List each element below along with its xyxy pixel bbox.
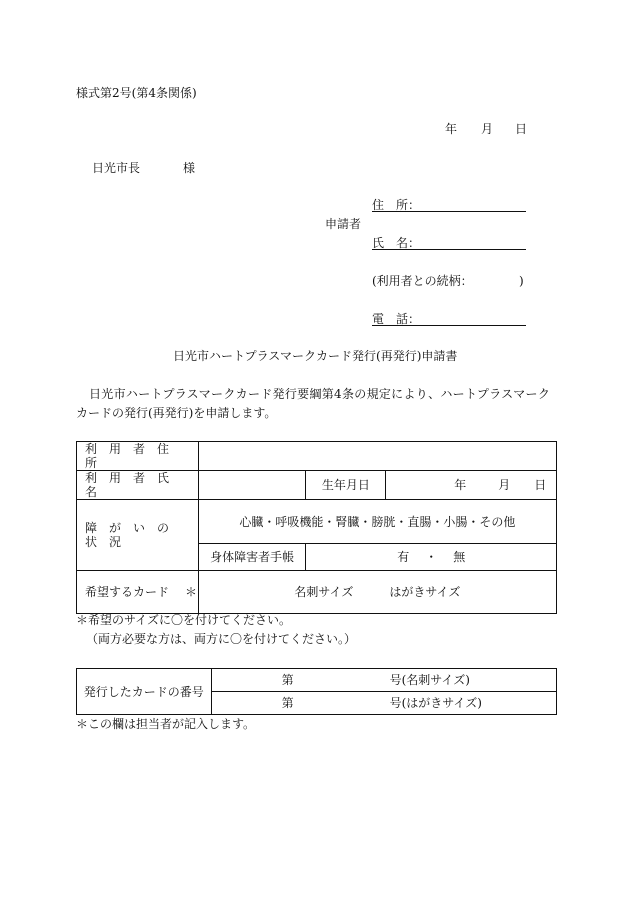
note-size-mark: ＊希望のサイズに〇を付けてください。 xyxy=(76,613,292,627)
birth-year-label: 年 xyxy=(454,478,467,492)
intro-line-2: カードの発行(再発行)を申請します。 xyxy=(76,406,277,420)
issued-row1-prefix: 第 xyxy=(281,673,294,687)
card-size-postcard[interactable]: はがきサイズ xyxy=(389,585,461,599)
handbook-yes[interactable]: 有 xyxy=(397,550,410,564)
issued-number-business[interactable] xyxy=(211,669,556,692)
handbook-label: 身体障害者手帳 xyxy=(198,544,306,571)
note-both-sizes: （両方必要な方は、両方に〇を付けてください。） xyxy=(86,632,357,646)
birth-day-label: 日 xyxy=(534,478,547,492)
card-wish-label: 希望するカード ＊ xyxy=(77,571,199,614)
phone-label: 電 話： xyxy=(372,312,421,326)
issued-number-postcard[interactable] xyxy=(211,692,556,715)
handbook-separator: ・ xyxy=(425,550,438,564)
birth-date-label: 生年月日 xyxy=(306,471,386,500)
application-table xyxy=(76,441,557,614)
card-size-business[interactable]: 名刺サイズ xyxy=(294,585,354,599)
form-number: 様式第2号(第4条関係) xyxy=(76,86,197,100)
disability-status-label: 障がいの状況 xyxy=(77,500,199,571)
issued-card-label: 発行したカードの番号 xyxy=(77,669,212,715)
issued-row1-suffix: 号(名刺サイズ) xyxy=(389,673,470,687)
applicant-label: 申請者 xyxy=(325,217,362,231)
issued-row2-suffix: 号(はがきサイズ) xyxy=(389,696,482,710)
date-year-label: 年 xyxy=(445,122,458,136)
user-name-label: 利用者氏名 xyxy=(77,471,199,500)
user-address-label: 利用者住所 xyxy=(77,442,199,471)
user-name-input[interactable] xyxy=(198,471,306,500)
date-month-label: 月 xyxy=(481,122,494,136)
card-wish-mark: ＊ xyxy=(185,585,198,599)
intro-line-1: 日光市ハートプラスマークカード発行要綱第4条の規定により、ハートプラスマーク xyxy=(89,387,551,401)
address-field-line[interactable] xyxy=(372,211,526,212)
disability-types[interactable]: 心臓・呼吸機能・腎臓・膀胱・直腸・小腸・その他 xyxy=(198,500,556,544)
relation-close: ) xyxy=(519,274,524,288)
handbook-no[interactable]: 無 xyxy=(453,550,466,564)
birth-month-label: 月 xyxy=(498,478,511,492)
user-address-input[interactable] xyxy=(198,442,556,471)
document-title: 日光市ハートプラスマークカード発行(再発行)申請書 xyxy=(173,349,458,363)
address-label: 住 所： xyxy=(372,198,421,212)
birth-date-input[interactable] xyxy=(386,471,557,500)
relation-label: (利用者との続柄： xyxy=(372,274,473,288)
addressee-honorific: 様 xyxy=(183,161,196,175)
issued-card-table xyxy=(76,668,557,715)
name-label: 氏 名： xyxy=(372,236,421,250)
name-field-line[interactable] xyxy=(372,249,526,250)
card-size-options[interactable] xyxy=(198,571,556,614)
date-day-label: 日 xyxy=(515,122,528,136)
handbook-options[interactable] xyxy=(306,544,557,571)
addressee-name: 日光市長 xyxy=(92,161,141,175)
note-staff-only: ＊この欄は担当者が記入します。 xyxy=(76,717,256,731)
phone-field-line[interactable] xyxy=(372,325,526,326)
issued-row2-prefix: 第 xyxy=(281,696,294,710)
